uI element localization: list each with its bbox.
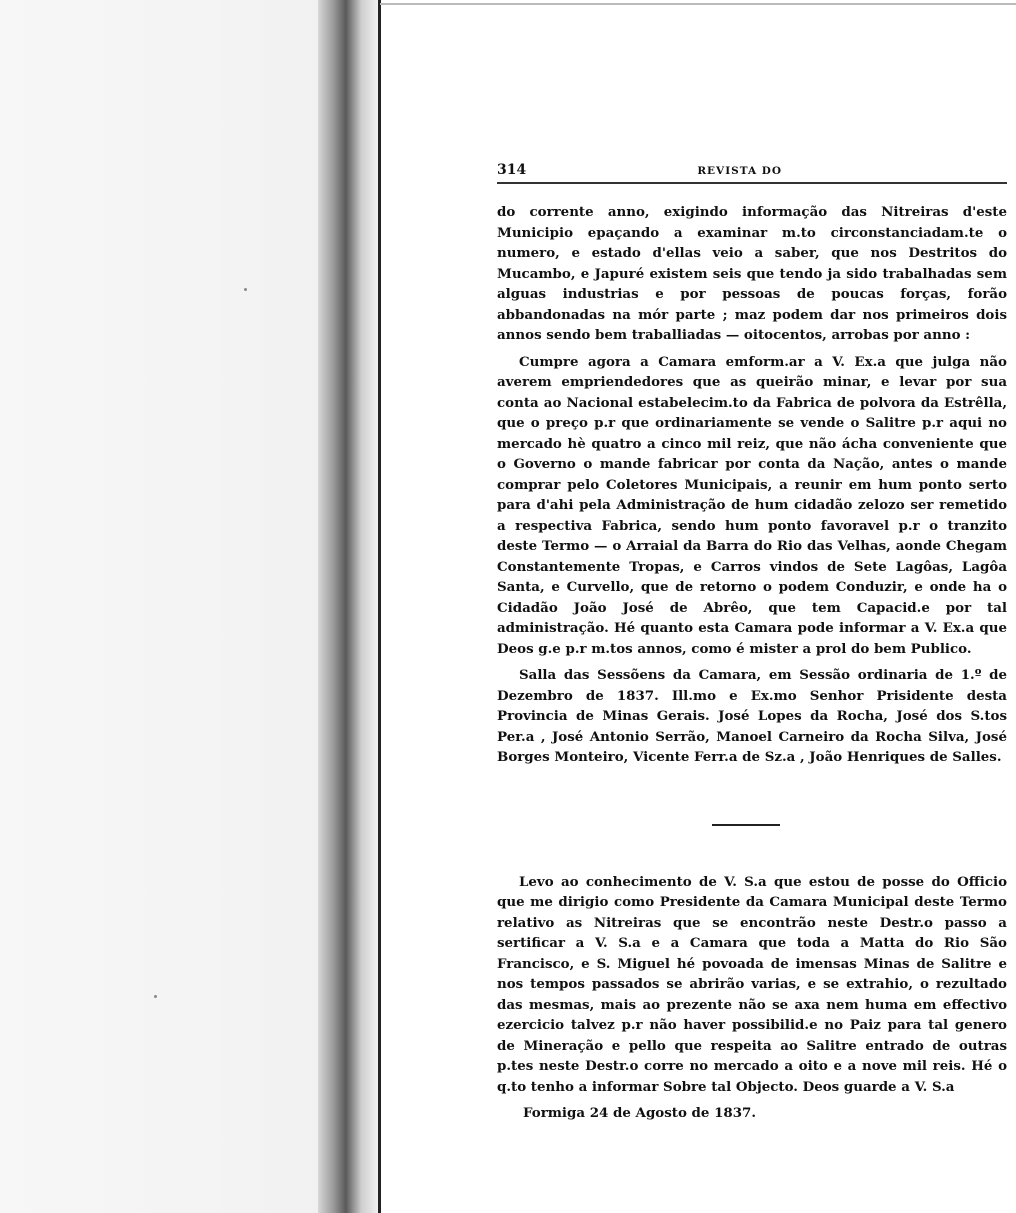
top-edge-line <box>380 3 1016 5</box>
body-paragraph-1: do corrente anno, exigindo informação das Nitreiras d'este Municipio epaçando a examinar m.to circonstanciadam.te o numero, e estado d'ellas veio a saber, que nos Destritos do Mucambo, e Japuré existem seis que tendo ja sido trabalhadas sem alguas industrias e por pessoas de poucas forças, forão abbandonadas na mór parte ; maz podem dar nos primeiros dois annos sendo bem traballiadas — oitocentos, arrobas por anno : <box>497 204 1007 343</box>
letter-dateline: Formiga 24 de Agosto de 1837. <box>523 1105 757 1121</box>
page-edge-line <box>378 0 381 1213</box>
page-header <box>497 160 1007 184</box>
body-paragraph-2: Cumpre agora a Camara emform.ar a V. Ex.a que julga não averem empriendedores que as queirão minar, e levar por sua conta ao Nacional estabelecim.to da Fabrica de polvora da Estrêlla, que o preço p.r que ordinariamente se vende o Salitre p.r aqui no mercado hè quatro a cinco mil reiz, que não ácha conveniente que o Governo o mande fabricar por conta da Nação, antes o mande comprar pelo Coletores Municipais, a reunir em hum ponto serto para d'ahi pela Administração de hum cidadão zelozo ser remetido a respectiva Fabrica, sendo hum ponto favoravel p.r o tranzito deste Termo — o Arraial da Barra do Rio das Velhas, aonde Chegam Constantemente Tropas, e Carros vindos de Sete Lagôas, Lagôa Santa, e Curvello, que de retorno o podem Conduzir, e onde ha o Cidadão João José de Abrêo, que tem Capacid.e por tal administração. Hé quanto esta Camara pode informar a V. Ex.a que Deos g.e p.r m.tos annos, como é mister a prol do bem Publico. <box>497 353 1007 657</box>
book-spine-shadow <box>318 0 380 1213</box>
section-divider <box>712 824 780 826</box>
document-page <box>497 160 1007 1124</box>
scan-speck <box>154 995 157 998</box>
body-paragraph-3: Salla das Sessõens da Camara, em Sessão ordinaria de 1.º de Dezembro de 1837. Ill.mo e Ex.mo Senhor Prisidente desta Provincia de Minas Gerais. José Lopes da Rocha, José dos S.tos Per.a , José Antonio Serrão, Manoel Carneiro da Rocha Silva, José Borges Monteiro, Vicente Ferr.a de Sz.a , João Henriques de Salles. <box>497 667 1007 765</box>
running-head: REVISTA DO <box>697 165 782 177</box>
scan-speck <box>244 288 247 291</box>
page-number: 314 <box>497 162 527 178</box>
letter-section <box>497 872 1007 1124</box>
letter-text: Levo ao conhecimento de V. S.a que estou de posse do Officio que me dirigio como Presidente da Camara Municipal deste Termo relativo as Nitreiras que se encontrão neste Destr.o passo a sertificar a V. S.a e a Camara que toda a Matta do Rio São Francisco, e S. Miguel hé povoada de imensas Minas de Salitre e nos tempos passados se abrirão varias, e se extrahio, o rezultado das mesmas, mais ao prezente não se axa nem huma em effectivo ezercicio talvez p.r não haver possibilid.e no Paiz para tal genero de Mineração e pello que respeita ao Salitre entrado de outras p.tes neste Destr.o corre no mercado a oito e a nove mil reis. Hé o q.to tenho a informar Sobre tal Objecto. Deos guarde a V. S.a <box>497 873 1007 1095</box>
